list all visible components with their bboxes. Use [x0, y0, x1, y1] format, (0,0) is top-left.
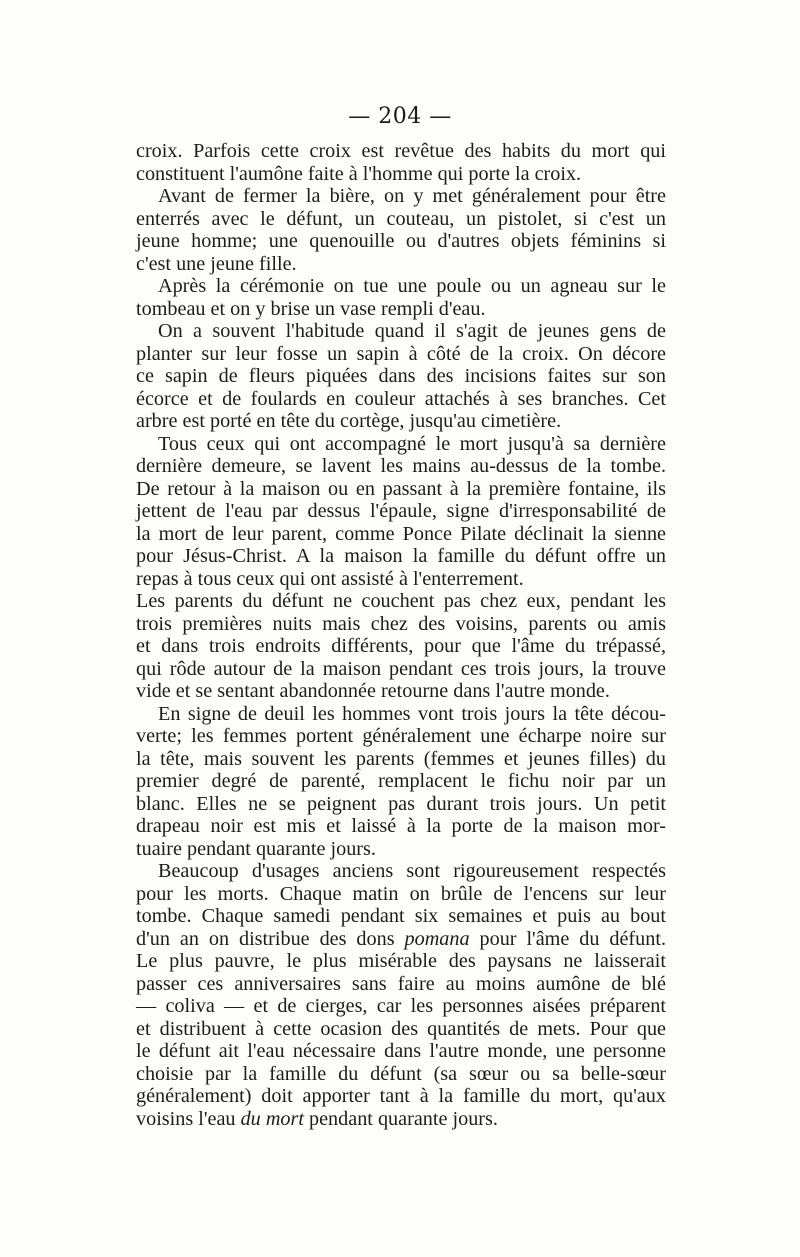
text-line: qui rôde autour de la maison pendant ces trois jours, la trouve: [136, 657, 666, 680]
text-line: et distribuent à cette ocasion des quantités de mets. Pour que: [136, 1017, 666, 1040]
text-segment: pendant quarante jours.: [303, 1107, 498, 1130]
text-line: tombeau et on y brise un vase rempli d'eau.: [136, 297, 486, 320]
text-line: Les parents du défunt ne couchent pas chez eux, pendant les: [136, 590, 666, 612]
text-line: dernière demeure, se lavent les mains au-dessus de la tombe.: [136, 455, 666, 477]
page-number: — 204 —: [348, 104, 452, 129]
text-line: vide et se sentant abandonnée retourne dans l'autre monde.: [136, 680, 610, 702]
text-line: trois premières nuits mais chez des voisins, parents ou amis: [136, 612, 666, 635]
text-line: tombe. Chaque samedi pendant six semaines et puis au bout: [136, 905, 666, 927]
text-line: ce sapin de fleurs piquées dans des incisions faites sur son: [136, 365, 666, 387]
paragraph-4: [136, 320, 666, 433]
text-line: Le plus pauvre, le plus misérable des paysans ne laisserait: [136, 950, 666, 972]
text-segment: voisins l'eau: [136, 1107, 241, 1130]
text-line: drapeau noir est mis et laissé à la porte de la maison mor-: [136, 815, 666, 837]
italic-term: du mort: [240, 1107, 304, 1130]
text-line: jettent de l'eau par dessus l'épaule, signe d'irresponsabilité de: [136, 500, 666, 522]
text-line: repas à tous ceux qui ont assisté à l'enterrement.: [136, 567, 524, 590]
text-line: constituent l'aumône faite à l'homme qui porte la croix.: [136, 162, 582, 185]
text-line: De retour à la maison ou en passant à la première fontaine, ils: [136, 477, 666, 500]
text-line: blanc. Elles ne se peignent pas durant trois jours. Un petit: [136, 792, 666, 815]
italic-term: pomana: [404, 927, 470, 950]
text-line: choisie par la famille du défunt (sa sœur ou sa belle-sœur: [136, 1062, 666, 1085]
text-line: la mort de leur parent, comme Ponce Pilate déclinait la sienne: [136, 522, 666, 545]
text-line: planter sur leur fosse un sapin à côté de la croix. On décore: [136, 342, 666, 365]
text-line: passer ces anniversaires sans faire au moins aumône de blé: [136, 972, 666, 995]
text-line: [136, 1108, 666, 1131]
text-line: [136, 928, 666, 951]
paragraph-1: [136, 140, 666, 185]
paragraph-3: [136, 275, 666, 320]
body-text: [136, 140, 666, 1130]
text-line: Tous ceux qui ont accompagné le mort jusqu'à sa dernière: [158, 432, 666, 455]
text-line: pour Jésus-Christ. A la maison la famille du défunt offre un: [136, 545, 666, 567]
text-segment: pour l'âme du défunt.: [469, 927, 666, 950]
text-line: jeune homme; une quenouille ou d'autres objets féminins si: [136, 230, 666, 252]
text-line: généralement) doit apporter tant à la famille du mort, qu'aux: [136, 1085, 666, 1107]
text-line: verte; les femmes portent généralement une écharpe noire sur: [136, 725, 666, 747]
text-line: Avant de fermer la bière, on y met généralement pour être: [158, 185, 666, 207]
text-line: Après la cérémonie on tue une poule ou un agneau sur le: [158, 275, 666, 297]
paragraph-5: [136, 433, 666, 591]
paragraph-7: [136, 703, 666, 861]
text-line: En signe de deuil les hommes vont trois jours la tête décou-: [158, 702, 666, 725]
text-line: la tête, mais souvent les parents (femmes et jeunes filles) du: [136, 747, 666, 770]
paragraph-6: [136, 590, 666, 703]
paragraph-2: [136, 185, 666, 275]
text-line: c'est une jeune fille.: [136, 252, 297, 275]
text-line: premier degré de parenté, remplacent le fichu noir par un: [136, 770, 666, 792]
paragraph-8: [136, 860, 666, 1130]
text-line: enterrés avec le défunt, un couteau, un pistolet, si c'est un: [136, 207, 666, 230]
text-line: le défunt ait l'eau nécessaire dans l'autre monde, une personne: [136, 1040, 666, 1062]
text-line: pour les morts. Chaque matin on brûle de l'encens sur leur: [136, 882, 666, 905]
text-segment: d'un an on distribue des dons: [136, 927, 405, 950]
text-line: écorce et de foulards en couleur attachés à ses branches. Cet: [136, 387, 666, 410]
text-line: On a souvent l'habitude quand il s'agit de jeunes gens de: [158, 320, 666, 342]
text-line: et dans trois endroits différents, pour que l'âme du trépassé,: [136, 635, 666, 657]
text-line: croix. Parfois cette croix est revêtue des habits du mort qui: [136, 140, 666, 162]
text-line: tuaire pendant quarante jours.: [136, 837, 376, 860]
text-line: — coliva — et de cierges, car les personnes aisées préparent: [136, 995, 666, 1017]
text-line: arbre est porté en tête du cortège, jusqu'au cimetière.: [136, 410, 562, 432]
text-line: Beaucoup d'usages anciens sont rigoureusement respectés: [158, 860, 666, 882]
